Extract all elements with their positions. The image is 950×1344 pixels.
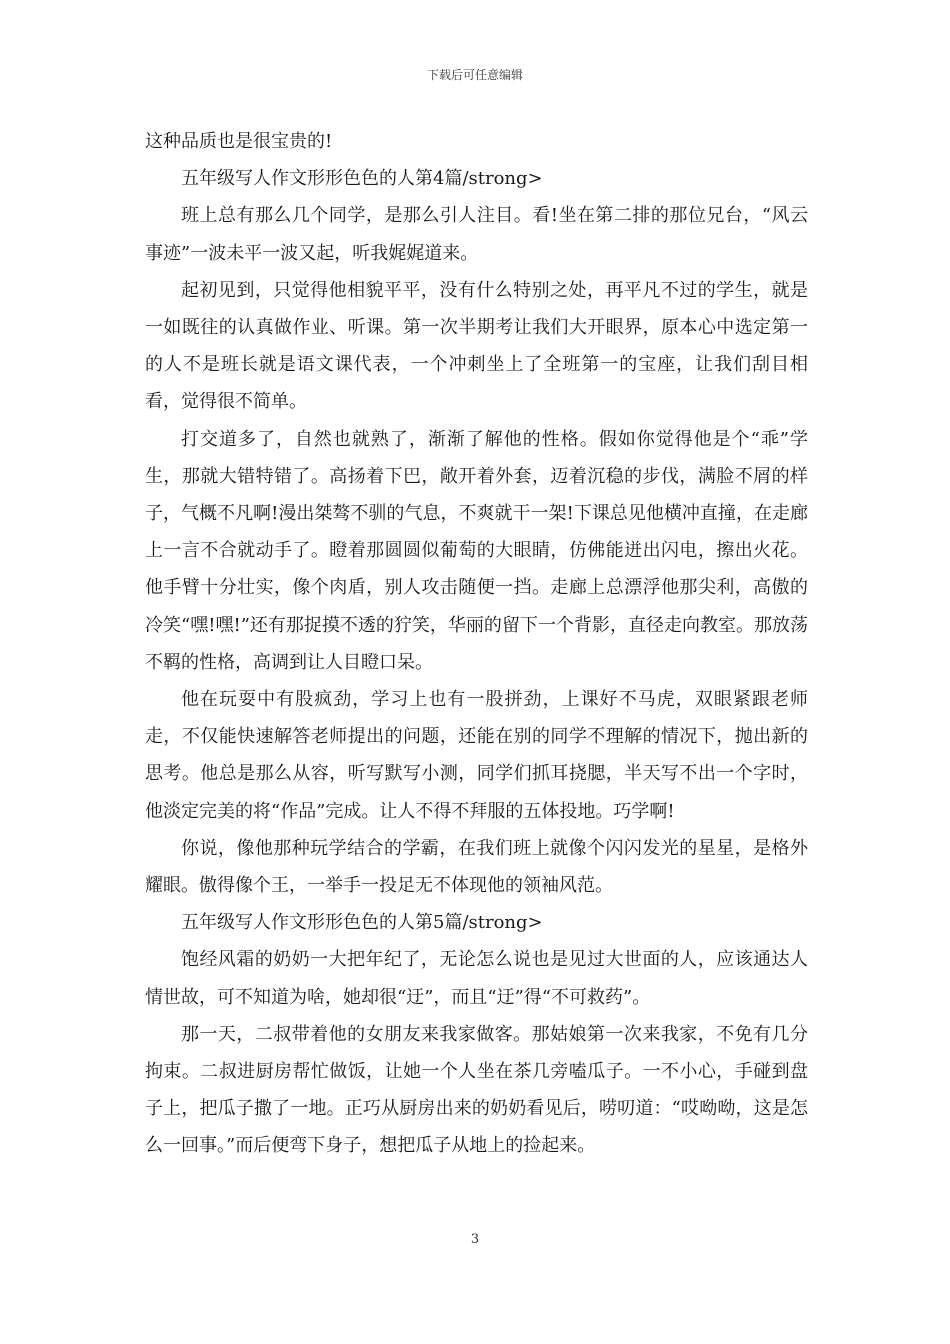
paragraph-5: 他在玩耍中有股疯劲，学习上也有一股拼劲，上课好不马虎，双眼紧跟老师走，不仅能快速解答老师提出的问题，还能在别的同学不理解的情况下，抛出新的思考。他总是那么从容，听写默写小测，同学们抓耳挠腮，半天写不出一个字时，他淡定完美的将“作品”完成。让人不得不拜服的五体投地。巧学啊!	[145, 689, 808, 822]
paragraph-6: 你说，像他那种玩学结合的学霸，在我们班上就像个闪闪发光的星星，是格外耀眼。傲得像个王，一举手一投足无不体现他的领袖风范。	[145, 837, 808, 897]
page-number: 3	[470, 1232, 480, 1247]
paragraph-8: 那一天，二叔带着他的女朋友来我家做客。那姑娘第一次来我家，不免有几分拘束。二叔进厨房帮忙做饭，让她一个人坐在茶几旁嗑瓜子。一不小心，手碰到盘子上，把瓜子撒了一地。正巧从厨房出来的奶奶看见后，唠叨道：“哎呦呦，这是怎么一回事。”而后便弯下身子，想把瓜子从地上的捡起来。	[145, 1023, 808, 1157]
page-header: 下载后可任意编辑	[426, 68, 523, 82]
document-body	[145, 123, 808, 1165]
section-heading-4: 五年级写人作文形形色色的人第4篇/strong>	[181, 168, 543, 190]
section-heading-5: 五年级写人作文形形色色的人第5篇/strong>	[181, 912, 543, 934]
paragraph-2: 班上总有那么几个同学，是那么引人注目。看!坐在第二排的那位兄台，“风云事迹”一波未平一波又起，听我娓娓道来。	[145, 205, 808, 264]
paragraph-3: 起初见到，只觉得他相貌平平，没有什么特别之处，再平凡不过的学生，就是一如既往的认真做作业、听课。第一次半期考让我们大开眼界，原本心中选定第一的人不是班长就是语文课代表，一个冲刺坐上了全班第一的宝座，让我们刮目相看，觉得很不简单。	[145, 279, 808, 413]
paragraph-7: 饱经风霜的奶奶一大把年纪了，无论怎么说也是见过大世面的人，应该通达人情世故，可不知道为啥，她却很“迂”，而且“迂”得“不可救药”。	[145, 949, 808, 1008]
paragraph-1: 这种品质也是很宝贵的!	[145, 131, 333, 152]
paragraph-4: 打交道多了，自然也就熟了，渐渐了解他的性格。假如你觉得他是个“乖”学生，那就大错特错了。高扬着下巴，敞开着外套，迈着沉稳的步伐，满脸不屑的样子，气概不凡啊!漫出桀骜不驯的气息，不爽就干一架!下课总见他横冲直撞，在走廊上一言不合就动手了。瞪着那圆圆似葡萄的大眼睛，仿佛能迸出闪电，擦出火花。他手臂十分壮实，像个肉盾，别人攻击随便一挡。走廊上总漂浮他那尖利，高傲的冷笑“嘿!嘿!”还有那捉摸不透的狞笑，华丽的留下一个背影，直径走向教室。那放荡不羁的性格，高调到让人目瞪口呆。	[145, 428, 808, 673]
